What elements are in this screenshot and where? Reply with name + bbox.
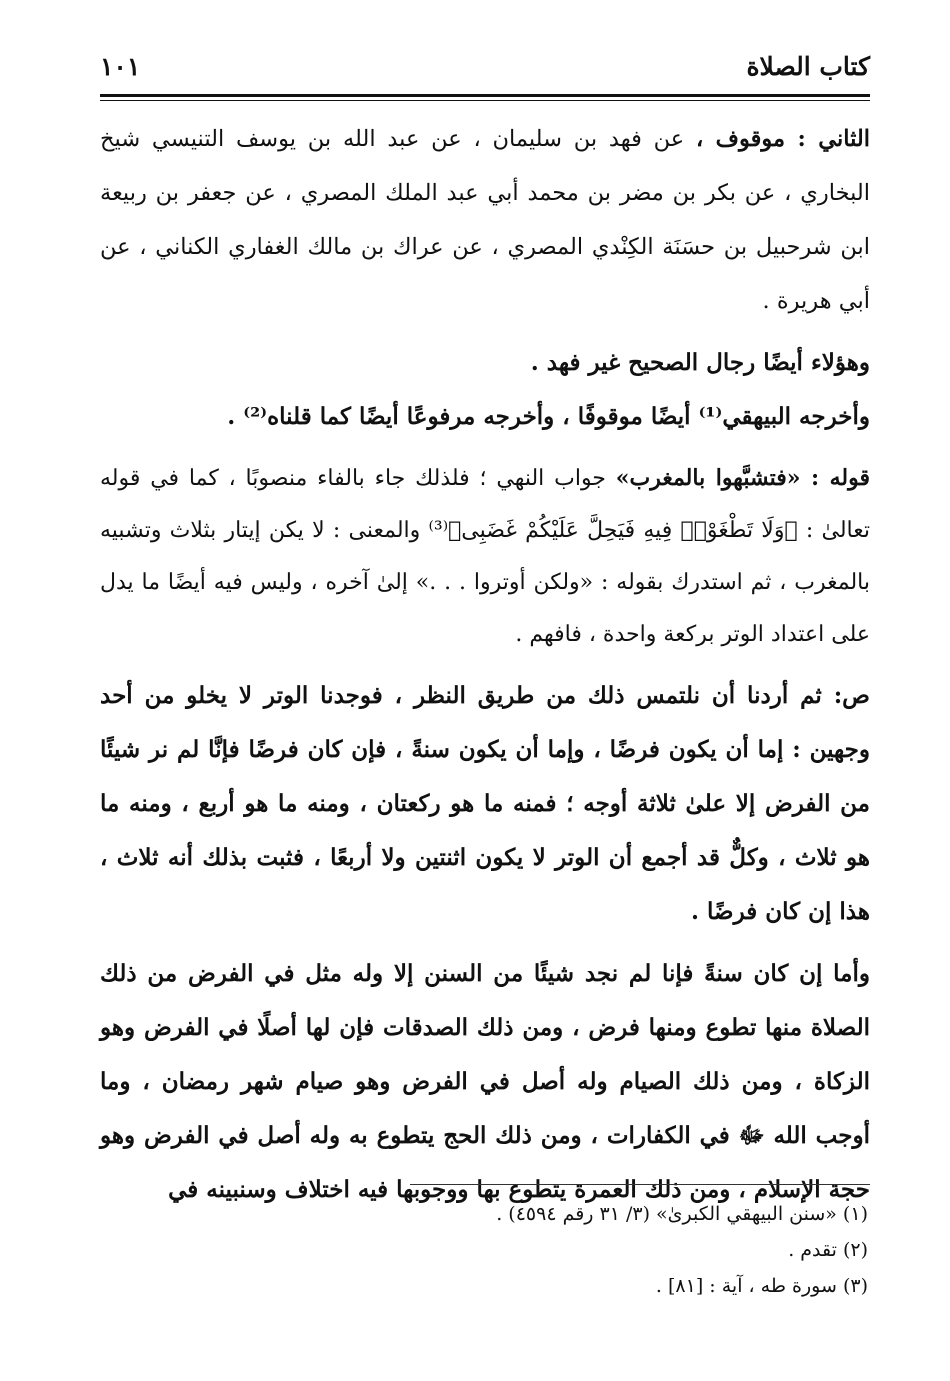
paragraph-5: ص: ثم أردنا أن نلتمس ذلك من طريق النظر ، فوجدنا الوتر لا يخلو من أحد وجهين : إما أن يكون فرضًا ، وإما أن يكون سنةً ، فإن كان فرضًا فإنَّا لم نر شيئًا من الفرض إلا علىٰ ثلاثة أوجه ؛ فمنه ما هو ركعتان ، ومنه ما هو أربع ، ومنه ما هو ثلاث ، وكلٌّ قد أجمع أن الوتر لا يكون اثنتين ولا أربعًا ، فثبت بذلك أنه ثلاث ، هذا إن كان فرضًا . (100, 682, 870, 925)
paragraph-1-text: عن فهد بن سليمان ، عن عبد الله بن يوسف التنيسي شيخ البخاري ، عن بكر بن مضر بن محمد أبي عبد الملك المصري ، عن جعفر بن ربيعة ابن شرحبيل بن حسَنَة الكِنْدي المصري ، عن عراك بن مالك الغفاري الكناني ، عن أبي هريرة . (100, 126, 870, 314)
paragraph-2: وهؤلاء أيضًا رجال الصحيح غير فهد . (530, 349, 870, 376)
paragraph-1 (100, 112, 870, 328)
footnote-1: (١) «سنن البيهقي الكبرىٰ» (٣/ ٣١ رقم ٤٥٩٤) . (496, 1203, 868, 1225)
paragraph-1-lead: الثاني : موقوف ، (695, 126, 871, 152)
footnote-2: (٢) تقدم . (788, 1239, 868, 1261)
book-title: كتاب الصلاة (746, 52, 870, 81)
paragraph-4-text: جواب النهي ؛ فلذلك جاء بالفاء منصوبًا ، كما في قوله تعالىٰ : ﴿وَلَا تَطْغَوْا۟ فِيهِ فَيَحِلَّ عَلَيْكُمْ غَضَبِى﴾⁽³⁾ والمعنى : لا يكن إيتار بثلاث وتشبيه بالمغرب ، ثم استدرك بقوله : «ولكن أوتروا . . .» إلىٰ آخره ، وليس فيه أيضًا ما يدل على اعتداد الوتر بركعة واحدة ، فافهم . (100, 466, 870, 647)
page-header (100, 52, 870, 92)
paragraph-6: وأما إن كان سنةً فإنا لم نجد شيئًا من السنن إلا وله مثل في الفرض من ذلك الصلاة منها تطوع ومنها فرض ، ومن ذلك الصدقات فإن لها أصلًا في الفرض وهو الزكاة ، ومن ذلك الصيام وله أصل في الفرض وهو صيام شهر رمضان ، وما أوجب الله ﷻ في الكفارات ، ومن ذلك الحج يتطوع به وله أصل في الفرض وهو حجة الإسلام ، ومن ذلك العمرة يتطوع بها ووجوبها فيه اختلاف وسنبينه في (100, 960, 870, 1203)
paragraph-4 (100, 452, 870, 661)
paragraph-4-lead: قوله : «فتشبَّهوا بالمغرب» (615, 465, 870, 491)
page-number: ١٠١ (100, 52, 141, 81)
header-rule-thick (100, 94, 870, 97)
footnotes (100, 1196, 868, 1304)
footnote-3: (٣) سورة طه ، آية : [٨١] . (655, 1275, 868, 1297)
main-text (100, 112, 870, 1225)
header-rule-thin (100, 100, 870, 101)
footnote-separator (410, 1184, 870, 1185)
paragraph-3: وأخرجه البيهقي⁽¹⁾ أيضًا موقوفًا ، وأخرجه مرفوعًا أيضًا كما قلناه⁽²⁾ . (227, 403, 870, 430)
